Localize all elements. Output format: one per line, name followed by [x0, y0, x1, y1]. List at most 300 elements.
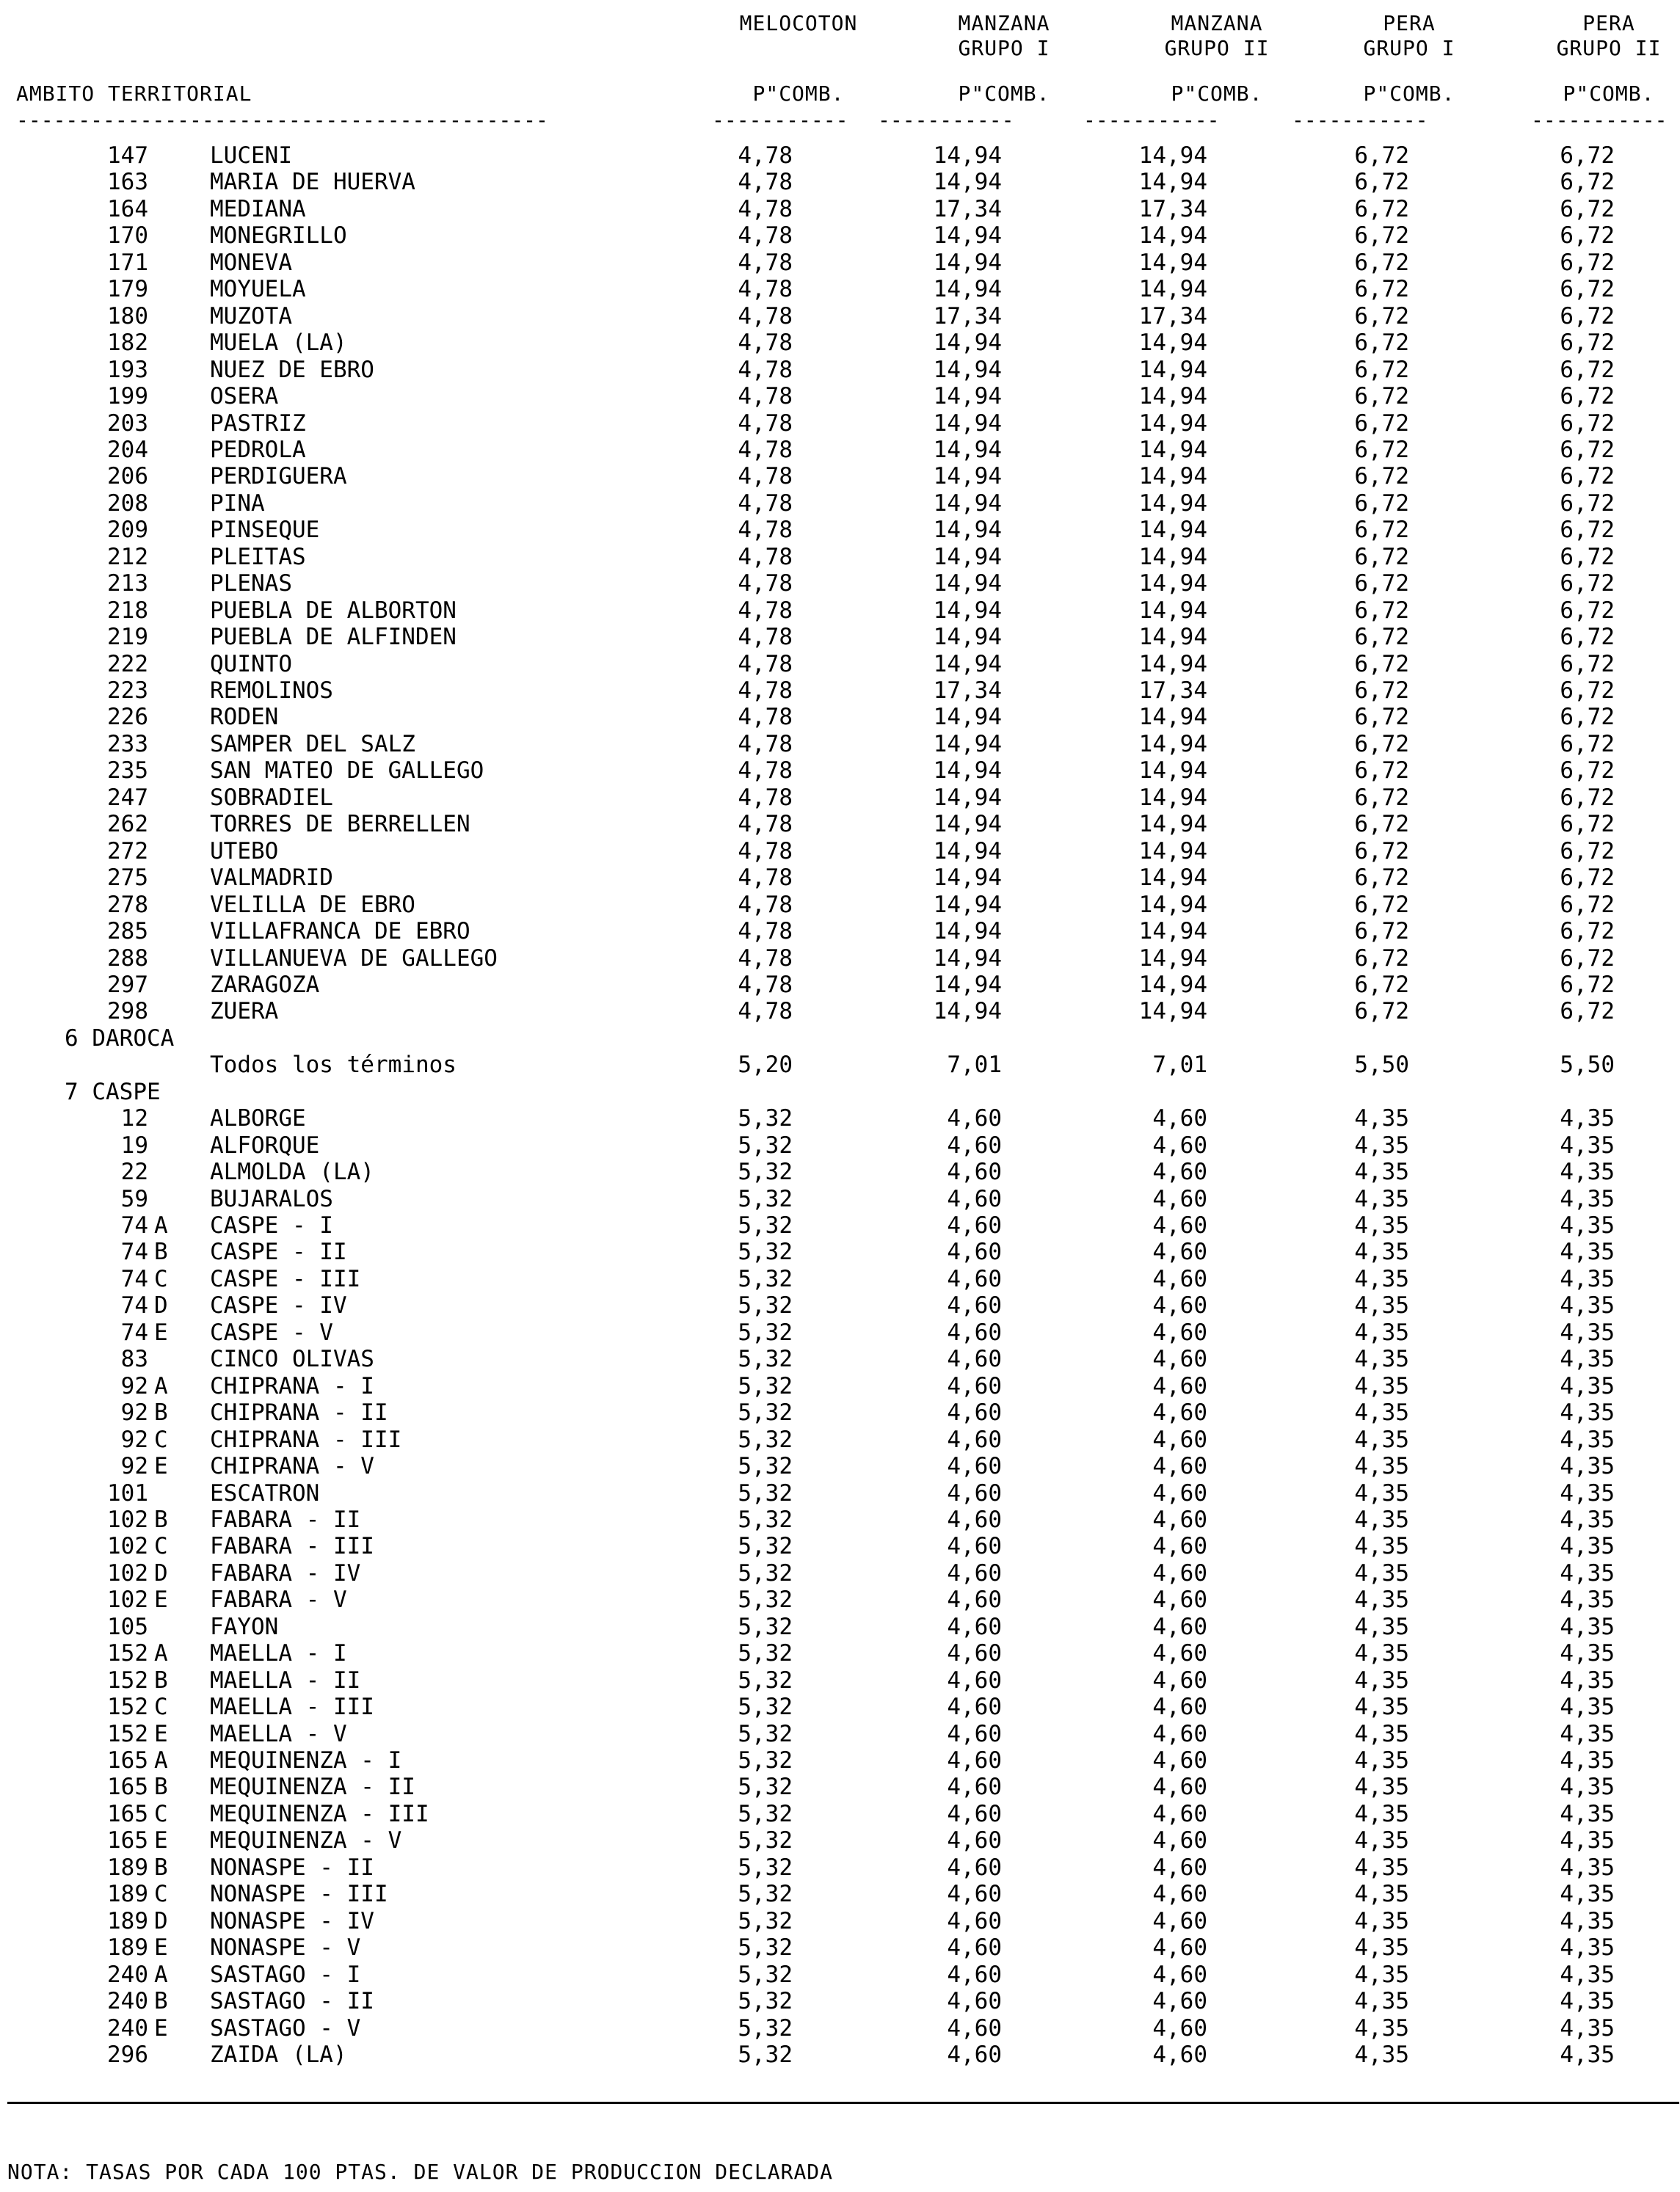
value-manzana-1: 14,94 — [933, 142, 1002, 169]
value-manzana-2: 14,94 — [1138, 169, 1207, 195]
value-pera-2: 4,35 — [1560, 1934, 1615, 1961]
value-pera-2: 4,35 — [1560, 1881, 1615, 1907]
value-pera-2: 6,72 — [1560, 222, 1615, 249]
municipio-code: 152 — [107, 1721, 148, 1747]
municipio-name: MEQUINENZA - V — [210, 1827, 402, 1854]
value-pera-1: 4,35 — [1354, 1962, 1409, 1988]
municipio-name: MAELLA - I — [210, 1640, 347, 1667]
value-melocoton: 4,78 — [738, 998, 793, 1024]
municipio-suffix: E — [154, 1934, 168, 1961]
table-row — [0, 1747, 1680, 1774]
value-pera-1: 4,35 — [1354, 1266, 1409, 1292]
table-row — [0, 731, 1680, 757]
value-manzana-2: 4,60 — [1152, 1132, 1207, 1159]
municipio-name: VILLAFRANCA DE EBRO — [210, 918, 470, 944]
col-header-pera-1: PERA — [1383, 11, 1436, 35]
municipio-code: 247 — [107, 784, 148, 811]
municipio-name: NONASPE - IV — [210, 1908, 374, 1934]
municipio-suffix: E — [154, 1319, 168, 1346]
municipio-suffix: A — [154, 1640, 168, 1667]
value-pera-2: 4,35 — [1560, 1319, 1615, 1346]
value-pera-1: 4,35 — [1354, 1480, 1409, 1507]
value-pera-2: 4,35 — [1560, 1614, 1615, 1640]
value-manzana-1: 4,60 — [947, 1614, 1002, 1640]
value-melocoton: 5,32 — [738, 1186, 793, 1212]
municipio-name: CASPE - I — [210, 1212, 333, 1239]
municipio-suffix: B — [154, 1399, 168, 1426]
value-melocoton: 4,78 — [738, 383, 793, 409]
value-pera-2: 6,72 — [1560, 517, 1615, 543]
value-pera-1: 6,72 — [1354, 196, 1409, 222]
value-melocoton: 4,78 — [738, 222, 793, 249]
table-row — [0, 463, 1680, 489]
municipio-name: PLEITAS — [210, 544, 306, 570]
municipio-name: VELILLA DE EBRO — [210, 892, 415, 918]
value-pera-1: 4,35 — [1354, 1399, 1409, 1426]
municipio-code: 235 — [107, 757, 148, 784]
table-row — [0, 1694, 1680, 1720]
value-melocoton: 5,32 — [738, 1239, 793, 1265]
value-pera-2: 6,72 — [1560, 597, 1615, 624]
ambito-territorial-label: AMBITO TERRITORIAL — [16, 81, 252, 106]
footer-rule — [7, 2102, 1679, 2104]
municipio-code: 288 — [107, 945, 148, 972]
table-row — [0, 276, 1680, 302]
value-manzana-2: 14,94 — [1138, 624, 1207, 650]
value-manzana-1: 4,60 — [947, 2042, 1002, 2068]
value-pera-1: 6,72 — [1354, 142, 1409, 169]
table-row — [0, 544, 1680, 570]
value-manzana-2: 14,94 — [1138, 757, 1207, 784]
municipio-suffix: E — [154, 2015, 168, 2042]
municipio-code: 74 — [120, 1319, 148, 1346]
table-row — [0, 1533, 1680, 1559]
table-row — [0, 1962, 1680, 1988]
municipio-code: 105 — [107, 1614, 148, 1640]
municipio-suffix: C — [154, 1881, 168, 1907]
value-pera-2: 4,35 — [1560, 1212, 1615, 1239]
municipio-suffix: C — [154, 1694, 168, 1720]
municipio-name: NONASPE - V — [210, 1934, 361, 1961]
value-manzana-1: 4,60 — [947, 1186, 1002, 1212]
municipio-code: 102 — [107, 1507, 148, 1533]
municipio-name: PUEBLA DE ALBORTON — [210, 597, 457, 624]
value-pera-1: 4,35 — [1354, 1881, 1409, 1907]
municipio-code: 12 — [120, 1105, 148, 1132]
value-manzana-1: 14,94 — [933, 544, 1002, 570]
value-pera-1: 4,35 — [1354, 1319, 1409, 1346]
municipio-name: CASPE - II — [210, 1239, 347, 1265]
table-row — [0, 1854, 1680, 1881]
value-pera-1: 4,35 — [1354, 2015, 1409, 2042]
municipio-name: SASTAGO - I — [210, 1962, 361, 1988]
unit-melocoton: P"COMB. — [752, 81, 845, 106]
value-manzana-2: 14,94 — [1138, 276, 1207, 302]
municipio-name: NUEZ DE EBRO — [210, 357, 374, 383]
value-pera-1: 6,72 — [1354, 704, 1409, 730]
value-pera-2: 6,72 — [1560, 918, 1615, 944]
value-manzana-1: 14,94 — [933, 329, 1002, 356]
table-row — [0, 1908, 1680, 1934]
value-pera-2: 6,72 — [1560, 945, 1615, 972]
municipio-code: 222 — [107, 651, 148, 677]
value-manzana-1: 4,60 — [947, 1881, 1002, 1907]
value-pera-2: 6,72 — [1560, 544, 1615, 570]
table-row — [0, 651, 1680, 677]
value-manzana-2: 14,94 — [1138, 811, 1207, 837]
municipio-code: 165 — [107, 1801, 148, 1827]
value-pera-2: 6,72 — [1560, 490, 1615, 517]
table-row — [0, 490, 1680, 517]
municipio-code: 83 — [120, 1346, 148, 1372]
value-melocoton: 5,32 — [738, 1801, 793, 1827]
municipio-name: ZARAGOZA — [210, 972, 320, 998]
table-row — [0, 1212, 1680, 1239]
unit-pera-1: P"COMB. — [1363, 81, 1455, 106]
value-manzana-1: 4,60 — [947, 1801, 1002, 1827]
value-pera-1: 4,35 — [1354, 1186, 1409, 1212]
value-manzana-1: 4,60 — [947, 1212, 1002, 1239]
municipio-code: 189 — [107, 1854, 148, 1881]
value-pera-2: 4,35 — [1560, 1132, 1615, 1159]
table-row — [0, 784, 1680, 811]
municipio-code: 189 — [107, 1934, 148, 1961]
value-pera-1: 4,35 — [1354, 1667, 1409, 1694]
value-melocoton: 4,78 — [738, 570, 793, 597]
value-manzana-1: 14,94 — [933, 731, 1002, 757]
value-manzana-2: 14,94 — [1138, 918, 1207, 944]
table-row — [0, 1774, 1680, 1800]
municipio-code: 226 — [107, 704, 148, 730]
value-pera-2: 6,72 — [1560, 864, 1615, 891]
value-manzana-1: 4,60 — [947, 1560, 1002, 1587]
value-melocoton: 4,78 — [738, 651, 793, 677]
municipio-name: CASPE - IV — [210, 1292, 347, 1319]
value-pera-1: 6,72 — [1354, 303, 1409, 329]
value-pera-1: 4,35 — [1354, 1747, 1409, 1774]
municipio-name: MARIA DE HUERVA — [210, 169, 415, 195]
table-row — [0, 329, 1680, 356]
value-pera-1: 6,72 — [1354, 437, 1409, 463]
municipio-code: 204 — [107, 437, 148, 463]
value-pera-1: 6,72 — [1354, 892, 1409, 918]
municipio-name: CHIPRANA - I — [210, 1373, 374, 1399]
unit-pera-2: P"COMB. — [1563, 81, 1655, 106]
value-melocoton: 5,32 — [738, 1854, 793, 1881]
table-row — [0, 998, 1680, 1024]
value-manzana-2: 17,34 — [1138, 303, 1207, 329]
value-melocoton: 5,32 — [738, 1587, 793, 1613]
value-pera-2: 4,35 — [1560, 1186, 1615, 1212]
value-pera-1: 6,72 — [1354, 544, 1409, 570]
section-label: 7 CASPE — [65, 1079, 161, 1105]
value-manzana-1: 14,94 — [933, 651, 1002, 677]
municipio-code: 189 — [107, 1881, 148, 1907]
value-manzana-1: 4,60 — [947, 1453, 1002, 1479]
value-melocoton: 5,32 — [738, 1427, 793, 1453]
municipio-code: 285 — [107, 918, 148, 944]
table-row — [0, 1614, 1680, 1640]
value-pera-1: 6,72 — [1354, 276, 1409, 302]
value-melocoton: 4,78 — [738, 357, 793, 383]
value-pera-1: 4,35 — [1354, 1934, 1409, 1961]
value-melocoton: 5,32 — [738, 1881, 793, 1907]
municipio-code: 275 — [107, 864, 148, 891]
municipio-code: 102 — [107, 1533, 148, 1559]
value-pera-2: 6,72 — [1560, 651, 1615, 677]
value-melocoton: 5,32 — [738, 1560, 793, 1587]
municipio-name: ALFORQUE — [210, 1132, 320, 1159]
value-pera-1: 4,35 — [1354, 1292, 1409, 1319]
municipio-suffix: A — [154, 1212, 168, 1239]
municipio-code: 74 — [120, 1266, 148, 1292]
value-manzana-2: 4,60 — [1152, 2015, 1207, 2042]
value-manzana-2: 7,01 — [1152, 1052, 1207, 1078]
value-manzana-1: 4,60 — [947, 1319, 1002, 1346]
table-row — [0, 196, 1680, 222]
value-melocoton: 5,32 — [738, 1292, 793, 1319]
value-manzana-2: 14,94 — [1138, 463, 1207, 489]
value-pera-2: 4,35 — [1560, 1399, 1615, 1426]
value-melocoton: 4,78 — [738, 597, 793, 624]
value-melocoton: 5,32 — [738, 1266, 793, 1292]
col-header-pera-2-group: GRUPO II — [1556, 36, 1662, 60]
table-row — [0, 811, 1680, 837]
municipio-name: MAELLA - II — [210, 1667, 361, 1694]
municipio-name: PERDIGUERA — [210, 463, 347, 489]
value-pera-2: 6,72 — [1560, 303, 1615, 329]
municipio-code: 19 — [120, 1132, 148, 1159]
municipio-name: VILLANUEVA DE GALLEGO — [210, 945, 498, 972]
value-pera-1: 6,72 — [1354, 811, 1409, 837]
rule-melocoton: ----------- — [712, 110, 848, 131]
value-pera-2: 6,72 — [1560, 410, 1615, 437]
municipio-code: 233 — [107, 731, 148, 757]
unit-manzana-2: P"COMB. — [1171, 81, 1263, 106]
municipio-name: MUZOTA — [210, 303, 292, 329]
col-header-pera-1-group: GRUPO I — [1363, 36, 1455, 60]
value-manzana-1: 14,94 — [933, 222, 1002, 249]
municipio-code: 189 — [107, 1908, 148, 1934]
municipio-suffix: B — [154, 1854, 168, 1881]
value-pera-2: 6,72 — [1560, 250, 1615, 276]
value-melocoton: 4,78 — [738, 892, 793, 918]
value-melocoton: 4,78 — [738, 757, 793, 784]
table-row — [0, 1721, 1680, 1747]
value-manzana-1: 4,60 — [947, 1399, 1002, 1426]
municipio-name: CASPE - V — [210, 1319, 333, 1346]
value-pera-2: 4,35 — [1560, 2015, 1615, 2042]
value-manzana-1: 14,94 — [933, 250, 1002, 276]
municipio-code: 74 — [120, 1212, 148, 1239]
municipio-suffix: E — [154, 1827, 168, 1854]
value-pera-1: 4,35 — [1354, 1587, 1409, 1613]
municipio-code: 203 — [107, 410, 148, 437]
municipio-suffix: B — [154, 1774, 168, 1800]
value-manzana-1: 14,94 — [933, 945, 1002, 972]
value-melocoton: 5,32 — [738, 1346, 793, 1372]
value-melocoton: 4,78 — [738, 677, 793, 704]
value-manzana-2: 14,94 — [1138, 892, 1207, 918]
value-manzana-2: 14,94 — [1138, 704, 1207, 730]
value-pera-2: 6,72 — [1560, 276, 1615, 302]
value-pera-1: 4,35 — [1354, 1132, 1409, 1159]
municipio-name: MONEGRILLO — [210, 222, 347, 249]
table-row — [0, 1292, 1680, 1319]
table-row — [0, 1052, 1680, 1078]
value-pera-2: 4,35 — [1560, 1827, 1615, 1854]
value-manzana-1: 14,94 — [933, 998, 1002, 1024]
value-manzana-2: 14,94 — [1138, 597, 1207, 624]
municipio-name: VALMADRID — [210, 864, 333, 891]
value-manzana-2: 14,94 — [1138, 410, 1207, 437]
table-row — [0, 1105, 1680, 1132]
municipio-name: FABARA - II — [210, 1507, 361, 1533]
value-pera-1: 6,72 — [1354, 597, 1409, 624]
municipio-code: 240 — [107, 2015, 148, 2042]
value-manzana-1: 14,94 — [933, 437, 1002, 463]
municipio-code: 240 — [107, 1988, 148, 2014]
col-header-manzana-1: MANZANA — [958, 11, 1050, 35]
municipio-name: CASPE - III — [210, 1266, 361, 1292]
value-manzana-2: 4,60 — [1152, 1854, 1207, 1881]
table-row — [0, 1266, 1680, 1292]
municipio-code: 163 — [107, 169, 148, 195]
value-manzana-1: 4,60 — [947, 1962, 1002, 1988]
value-pera-2: 4,35 — [1560, 1721, 1615, 1747]
value-manzana-2: 4,60 — [1152, 1640, 1207, 1667]
value-pera-1: 4,35 — [1354, 1560, 1409, 1587]
value-manzana-1: 14,94 — [933, 624, 1002, 650]
value-pera-1: 6,72 — [1354, 624, 1409, 650]
municipio-code: 92 — [120, 1373, 148, 1399]
value-pera-1: 4,35 — [1354, 1614, 1409, 1640]
municipio-code: 262 — [107, 811, 148, 837]
municipio-code: 101 — [107, 1480, 148, 1507]
rule-manzana-2: ----------- — [1083, 110, 1220, 131]
value-manzana-1: 4,60 — [947, 1533, 1002, 1559]
value-pera-2: 4,35 — [1560, 1962, 1615, 1988]
value-pera-1: 6,72 — [1354, 945, 1409, 972]
municipio-code: 165 — [107, 1774, 148, 1800]
value-manzana-1: 14,94 — [933, 276, 1002, 302]
municipio-code: 182 — [107, 329, 148, 356]
value-pera-1: 4,35 — [1354, 1774, 1409, 1800]
value-manzana-2: 14,94 — [1138, 731, 1207, 757]
value-manzana-1: 14,94 — [933, 383, 1002, 409]
municipio-code: 165 — [107, 1827, 148, 1854]
value-manzana-2: 4,60 — [1152, 1399, 1207, 1426]
value-pera-2: 6,72 — [1560, 757, 1615, 784]
table-row — [0, 1427, 1680, 1453]
value-manzana-1: 14,94 — [933, 811, 1002, 837]
value-pera-1: 4,35 — [1354, 1212, 1409, 1239]
table-row — [0, 864, 1680, 891]
value-pera-2: 6,72 — [1560, 383, 1615, 409]
municipio-name: MEQUINENZA - III — [210, 1801, 429, 1827]
value-pera-2: 6,72 — [1560, 357, 1615, 383]
municipio-name: LUCENI — [210, 142, 292, 169]
value-pera-2: 4,35 — [1560, 1239, 1615, 1265]
value-pera-2: 6,72 — [1560, 677, 1615, 704]
value-pera-1: 6,72 — [1354, 490, 1409, 517]
municipio-name: RODEN — [210, 704, 279, 730]
value-manzana-2: 14,94 — [1138, 570, 1207, 597]
value-manzana-2: 14,94 — [1138, 838, 1207, 864]
value-pera-2: 6,72 — [1560, 972, 1615, 998]
value-melocoton: 4,78 — [738, 250, 793, 276]
rule-pera-2: ----------- — [1531, 110, 1668, 131]
value-melocoton: 5,32 — [738, 2042, 793, 2068]
municipio-code: 180 — [107, 303, 148, 329]
table-row — [0, 169, 1680, 195]
municipio-suffix: D — [154, 1908, 168, 1934]
value-pera-2: 4,35 — [1560, 1854, 1615, 1881]
value-melocoton: 4,78 — [738, 517, 793, 543]
municipio-name: ALMOLDA (LA) — [210, 1159, 374, 1185]
table-row — [0, 1159, 1680, 1185]
value-pera-2: 4,35 — [1560, 1908, 1615, 1934]
table-row — [0, 597, 1680, 624]
value-melocoton: 5,32 — [738, 1614, 793, 1640]
municipio-suffix: A — [154, 1747, 168, 1774]
table-row — [0, 1881, 1680, 1907]
value-pera-2: 6,72 — [1560, 998, 1615, 1024]
municipio-name: FAYON — [210, 1614, 279, 1640]
table-row — [0, 1640, 1680, 1667]
municipio-name: ESCATRON — [210, 1480, 320, 1507]
value-manzana-1: 4,60 — [947, 1854, 1002, 1881]
table-row — [0, 1399, 1680, 1426]
table-row — [0, 357, 1680, 383]
value-manzana-2: 4,60 — [1152, 1988, 1207, 2014]
section-header — [0, 1079, 1680, 1105]
value-melocoton: 5,32 — [738, 1373, 793, 1399]
value-manzana-2: 4,60 — [1152, 1908, 1207, 1934]
value-melocoton: 4,78 — [738, 142, 793, 169]
value-manzana-2: 4,60 — [1152, 1587, 1207, 1613]
value-manzana-1: 4,60 — [947, 1292, 1002, 1319]
municipio-name: PUEBLA DE ALFINDEN — [210, 624, 457, 650]
municipio-name: MOYUELA — [210, 276, 306, 302]
municipio-code: 298 — [107, 998, 148, 1024]
value-pera-1: 4,35 — [1354, 1640, 1409, 1667]
municipio-name: MEQUINENZA - I — [210, 1747, 402, 1774]
value-pera-2: 4,35 — [1560, 1159, 1615, 1185]
municipio-name: UTEBO — [210, 838, 279, 864]
value-manzana-2: 17,34 — [1138, 196, 1207, 222]
value-manzana-2: 4,60 — [1152, 2042, 1207, 2068]
value-manzana-1: 14,94 — [933, 463, 1002, 489]
value-pera-1: 4,35 — [1354, 1908, 1409, 1934]
value-melocoton: 4,78 — [738, 544, 793, 570]
value-manzana-2: 4,60 — [1152, 1774, 1207, 1800]
value-melocoton: 5,32 — [738, 1747, 793, 1774]
value-manzana-1: 14,94 — [933, 892, 1002, 918]
value-manzana-2: 4,60 — [1152, 1159, 1207, 1185]
value-manzana-2: 4,60 — [1152, 1721, 1207, 1747]
municipio-code: 209 — [107, 517, 148, 543]
value-manzana-1: 4,60 — [947, 1266, 1002, 1292]
value-melocoton: 4,78 — [738, 784, 793, 811]
value-manzana-2: 14,94 — [1138, 544, 1207, 570]
value-melocoton: 5,32 — [738, 1988, 793, 2014]
table-row — [0, 1801, 1680, 1827]
value-manzana-1: 7,01 — [947, 1052, 1002, 1078]
value-manzana-1: 4,60 — [947, 1747, 1002, 1774]
value-melocoton: 4,78 — [738, 945, 793, 972]
value-manzana-2: 4,60 — [1152, 1801, 1207, 1827]
